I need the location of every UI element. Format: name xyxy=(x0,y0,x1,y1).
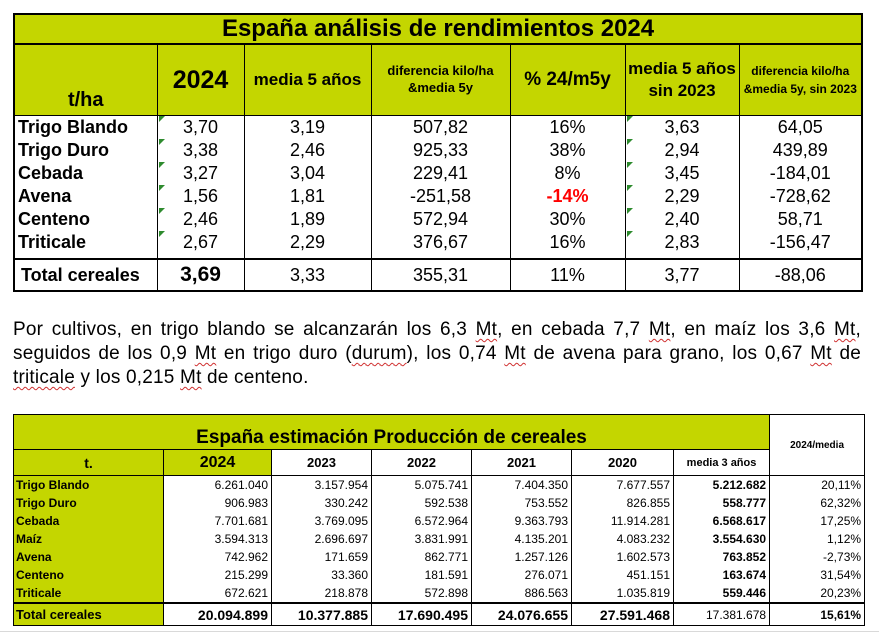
paragraph-text: de xyxy=(831,343,861,364)
crop-name: Triticale xyxy=(14,584,164,603)
yield-cell: 58,71 xyxy=(739,208,862,231)
total-cell: 15,61% xyxy=(770,603,865,626)
yield-cell: 3,27 xyxy=(157,162,244,185)
spell-flagged-word: Mt xyxy=(834,319,856,340)
header-diff-media-5: diferencia kilo/ha &media 5y xyxy=(371,44,510,116)
production-cell: 4.083.232 xyxy=(572,530,674,548)
paragraph-text: ), los 0,74 xyxy=(406,343,505,364)
yield-cell: 3,38 xyxy=(157,139,244,162)
total-cell: 24.076.655 xyxy=(472,603,572,626)
production-row xyxy=(14,494,865,512)
production-cell: -2,73% xyxy=(770,548,865,566)
production-cell: 3.831.991 xyxy=(372,530,472,548)
production-cell: 6.568.617 xyxy=(674,512,770,530)
production-cell: 62,32% xyxy=(770,494,865,512)
total-cell: 10.377.885 xyxy=(272,603,372,626)
spell-flagged-word: Mt xyxy=(475,319,498,340)
production-cell: 17,25% xyxy=(770,512,865,530)
header-year-2023: 2023 xyxy=(272,450,372,476)
production-row xyxy=(14,476,865,495)
crop-name: Avena xyxy=(14,185,157,208)
yields-header-row xyxy=(14,44,862,116)
total-cell: 3,69 xyxy=(157,259,244,291)
production-cell: 3.157.954 xyxy=(272,476,372,495)
spell-flagged-word: Mt xyxy=(648,319,671,340)
paragraph-text: de centeno. xyxy=(201,367,309,388)
production-cell: 215.299 xyxy=(164,566,272,584)
crop-name: Trigo Duro xyxy=(14,139,157,162)
yield-cell: 1,81 xyxy=(244,185,371,208)
header-media-5: media 5 años xyxy=(244,44,371,116)
production-cell: 3.594.313 xyxy=(164,530,272,548)
yield-cell: 3,63 xyxy=(625,116,739,140)
spell-flagged-word: Mt xyxy=(810,343,832,364)
yield-cell: 16% xyxy=(510,231,625,254)
production-cell: 763.852 xyxy=(674,548,770,566)
production-cell: 3.769.095 xyxy=(272,512,372,530)
yield-cell: 572,94 xyxy=(371,208,510,231)
yield-cell: 925,33 xyxy=(371,139,510,162)
spell-flagged-word: Mt xyxy=(504,343,526,364)
crop-name: Triticale xyxy=(14,231,157,254)
production-cell: 20,23% xyxy=(770,584,865,603)
header-year-2024: 2024 xyxy=(164,450,272,476)
paragraph-text: de avena para grano, los 0,67 xyxy=(525,343,811,364)
crop-name: Trigo Duro xyxy=(14,494,164,512)
crop-name: Avena xyxy=(14,548,164,566)
production-row xyxy=(14,530,865,548)
production-cell: 1,12% xyxy=(770,530,865,548)
header-pct-24-m5y: % 24/m5y xyxy=(510,44,625,116)
header-year-2020: 2020 xyxy=(572,450,674,476)
total-cell: 3,33 xyxy=(244,259,371,291)
yield-cell: 376,67 xyxy=(371,231,510,254)
yield-cell: 38% xyxy=(510,139,625,162)
production-cell: 171.659 xyxy=(272,548,372,566)
paragraph-text: , en cebada 7,7 xyxy=(497,319,649,340)
total-label: Total cereales xyxy=(14,259,157,291)
production-paragraph xyxy=(13,318,861,390)
yields-row xyxy=(14,208,862,231)
header-unit-label: t/ha xyxy=(14,44,157,116)
header-2024-media: 2024/media xyxy=(770,415,865,476)
yield-cell: 439,89 xyxy=(739,139,862,162)
yield-cell: -14% xyxy=(510,185,625,208)
production-row xyxy=(14,566,865,584)
divider-line xyxy=(0,631,879,632)
production-cell: 330.242 xyxy=(272,494,372,512)
yields-row xyxy=(14,139,862,162)
production-cell: 558.777 xyxy=(674,494,770,512)
total-cell: 17.381.678 xyxy=(674,603,770,626)
yield-cell: 3,70 xyxy=(157,116,244,140)
header-media-5-sin-2023: media 5 años sin 2023 xyxy=(625,44,739,116)
total-cell: 355,31 xyxy=(371,259,510,291)
total-cell: 27.591.468 xyxy=(572,603,674,626)
total-cell: -88,06 xyxy=(739,259,862,291)
paragraph-text: , en maíz los 3,6 xyxy=(670,319,834,340)
crop-name: Maíz xyxy=(14,530,164,548)
header-unit-t: t. xyxy=(14,450,164,476)
yield-cell: 2,67 xyxy=(157,231,244,254)
header-year-2021: 2021 xyxy=(472,450,572,476)
production-cell: 11.914.281 xyxy=(572,512,674,530)
paragraph-text: y los 0,215 xyxy=(74,367,181,388)
production-cell: 3.554.630 xyxy=(674,530,770,548)
production-row xyxy=(14,584,865,603)
production-cell: 906.983 xyxy=(164,494,272,512)
production-total-row xyxy=(14,603,865,626)
spell-flagged-word: Mt xyxy=(194,343,217,364)
crop-name: Cebada xyxy=(14,162,157,185)
production-cell: 6.572.964 xyxy=(372,512,472,530)
total-cell: 11% xyxy=(510,259,625,291)
yield-cell: 3,45 xyxy=(625,162,739,185)
yield-cell: 30% xyxy=(510,208,625,231)
production-cell: 1.602.573 xyxy=(572,548,674,566)
crop-name: Cebada xyxy=(14,512,164,530)
yield-cell: 2,29 xyxy=(244,231,371,254)
yield-cell: 16% xyxy=(510,116,625,140)
production-cell: 1.257.126 xyxy=(472,548,572,566)
yield-cell: -156,47 xyxy=(739,231,862,254)
production-row xyxy=(14,548,865,566)
production-cell: 7.404.350 xyxy=(472,476,572,495)
production-cell: 1.035.819 xyxy=(572,584,674,603)
paragraph-text: en trigo duro ( xyxy=(216,343,352,364)
yield-cell: 2,40 xyxy=(625,208,739,231)
yield-cell: 2,46 xyxy=(244,139,371,162)
production-header-row xyxy=(14,450,865,476)
production-cell: 886.563 xyxy=(472,584,572,603)
yields-row xyxy=(14,162,862,185)
yield-cell: 2,29 xyxy=(625,185,739,208)
yield-cell: 2,83 xyxy=(625,231,739,254)
yield-cell: -728,62 xyxy=(739,185,862,208)
yields-total-row xyxy=(14,259,862,291)
yield-cell: 8% xyxy=(510,162,625,185)
production-cell: 826.855 xyxy=(572,494,674,512)
production-cell: 7.701.681 xyxy=(164,512,272,530)
production-cell: 559.446 xyxy=(674,584,770,603)
production-cell: 31,54% xyxy=(770,566,865,584)
yield-cell: 3,19 xyxy=(244,116,371,140)
yields-table-title: España análisis de rendimientos 2024 xyxy=(14,14,862,44)
production-cell: 5.212.682 xyxy=(674,476,770,495)
yield-cell: 64,05 xyxy=(739,116,862,140)
production-cell: 753.552 xyxy=(472,494,572,512)
yields-row xyxy=(14,231,862,254)
production-cell: 451.151 xyxy=(572,566,674,584)
production-cell: 7.677.557 xyxy=(572,476,674,495)
crop-name: Trigo Blando xyxy=(14,476,164,495)
yield-cell: 507,82 xyxy=(371,116,510,140)
spell-flagged-word: Mt xyxy=(180,367,202,388)
production-cell: 276.071 xyxy=(472,566,572,584)
yield-cell: 3,04 xyxy=(244,162,371,185)
yield-cell: 2,94 xyxy=(625,139,739,162)
production-cell: 862.771 xyxy=(372,548,472,566)
total-label: Total cereales xyxy=(14,603,164,626)
crop-name: Centeno xyxy=(14,566,164,584)
production-cell: 218.878 xyxy=(272,584,372,603)
yield-cell: 1,56 xyxy=(157,185,244,208)
yield-cell: -184,01 xyxy=(739,162,862,185)
total-cell: 20.094.899 xyxy=(164,603,272,626)
production-cell: 163.674 xyxy=(674,566,770,584)
production-cell: 20,11% xyxy=(770,476,865,495)
yield-cell: 229,41 xyxy=(371,162,510,185)
yield-cell: 1,89 xyxy=(244,208,371,231)
production-cell: 672.621 xyxy=(164,584,272,603)
production-cell: 9.363.793 xyxy=(472,512,572,530)
yields-row xyxy=(14,116,862,140)
paragraph-text: Por cultivos, en trigo blando se alcanzarán los 6,3 xyxy=(13,319,476,340)
production-cell: 742.962 xyxy=(164,548,272,566)
production-cell: 2.696.697 xyxy=(272,530,372,548)
total-cell: 3,77 xyxy=(625,259,739,291)
production-cell: 592.538 xyxy=(372,494,472,512)
production-cell: 4.135.201 xyxy=(472,530,572,548)
total-cell: 17.690.495 xyxy=(372,603,472,626)
production-cell: 33.360 xyxy=(272,566,372,584)
yield-cell: -251,58 xyxy=(371,185,510,208)
crop-name: Trigo Blando xyxy=(14,116,157,140)
production-cell: 181.591 xyxy=(372,566,472,584)
paragraph-text: , seguidos de los 0,9 xyxy=(13,319,861,364)
yield-cell: 2,46 xyxy=(157,208,244,231)
crop-name: Centeno xyxy=(14,208,157,231)
yields-table xyxy=(13,13,863,292)
header-2024: 2024 xyxy=(157,44,244,116)
production-table xyxy=(13,414,865,626)
header-year-2022: 2022 xyxy=(372,450,472,476)
spell-flagged-word: triticale xyxy=(13,367,75,388)
yields-row xyxy=(14,185,862,208)
production-cell: 572.898 xyxy=(372,584,472,603)
production-cell: 6.261.040 xyxy=(164,476,272,495)
production-cell: 5.075.741 xyxy=(372,476,472,495)
spell-flagged-word: durum xyxy=(351,343,407,364)
header-diff-sin-2023: diferencia kilo/ha &media 5y, sin 2023 xyxy=(739,44,862,116)
production-table-title: España estimación Producción de cereales xyxy=(14,415,770,450)
header-media-3: media 3 años xyxy=(674,450,770,476)
production-row xyxy=(14,512,865,530)
